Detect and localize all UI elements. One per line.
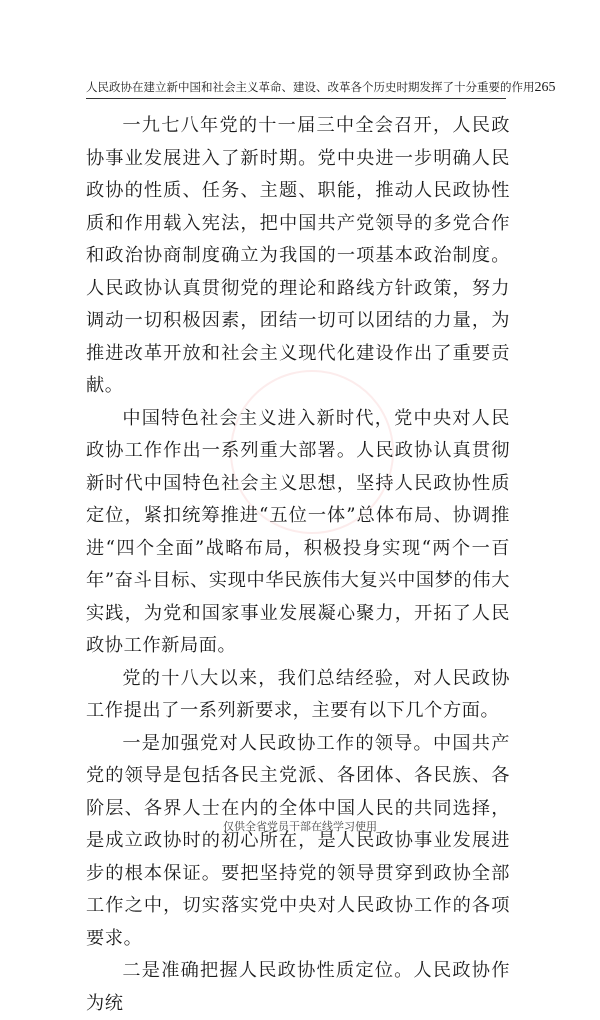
paragraph: 二是准确把握人民政协性质定位。人民政协作为统 xyxy=(86,960,510,1014)
page-number: 265 xyxy=(534,80,556,95)
running-header xyxy=(86,74,556,99)
footer-notice: 仅供全省党员干部在线学习使用 xyxy=(223,820,377,833)
paragraph: 一九七八年党的十一届三中全会召开，人民政协事业发展进入了新时期。党中央进一步明确人民政协的性质、任务、主题、职能，推动人民政协性质和作用载入宪法，把中国共产党领导的多党合作和政治协商制度确立为我国的一项基本政治制度。人民政协认真贯彻党的理论和路线方针政策，努力调动一切积极因素，团结一切可以团结的力量，为推进改革开放和社会主义现代化建设作出了重要贡献。 xyxy=(86,115,510,396)
paragraph: 党的十八大以来，我们总结经验，对人民政协工作提出了一系列新要求，主要有以下几个方面。 xyxy=(86,667,510,721)
paragraph: 中国特色社会主义进入新时代，党中央对人民政协工作作出一系列重大部署。人民政协认真贯彻新时代中国特色社会主义思想，坚持人民政协性质定位，紧扣统筹推进“五位一体”总体布局、协调推进“四个全面”战略布局，积极投身实现“两个一百年”奋斗目标、实现中华民族伟大复兴中国梦的伟大实践，为党和国家事业发展凝心聚力，开拓了人民政协工作新局面。 xyxy=(86,407,510,656)
body-text xyxy=(86,110,510,1020)
paragraph: 一是加强党对人民政协工作的领导。中国共产党的领导是包括各民主党派、各团体、各民族、各阶层、各界人士在内的全体中国人民的共同选择，是成立政协时的初心所在，是人民政协事业发展进步的根本保证。要把坚持党的领导贯穿到政协全部工作之中，切实落实党中央对人民政协工作的各项要求。 xyxy=(86,732,510,949)
header-title: 人民政协在建立新中国和社会主义革命、建设、改革各个历史时期发挥了十分重要的作用 xyxy=(86,80,535,94)
